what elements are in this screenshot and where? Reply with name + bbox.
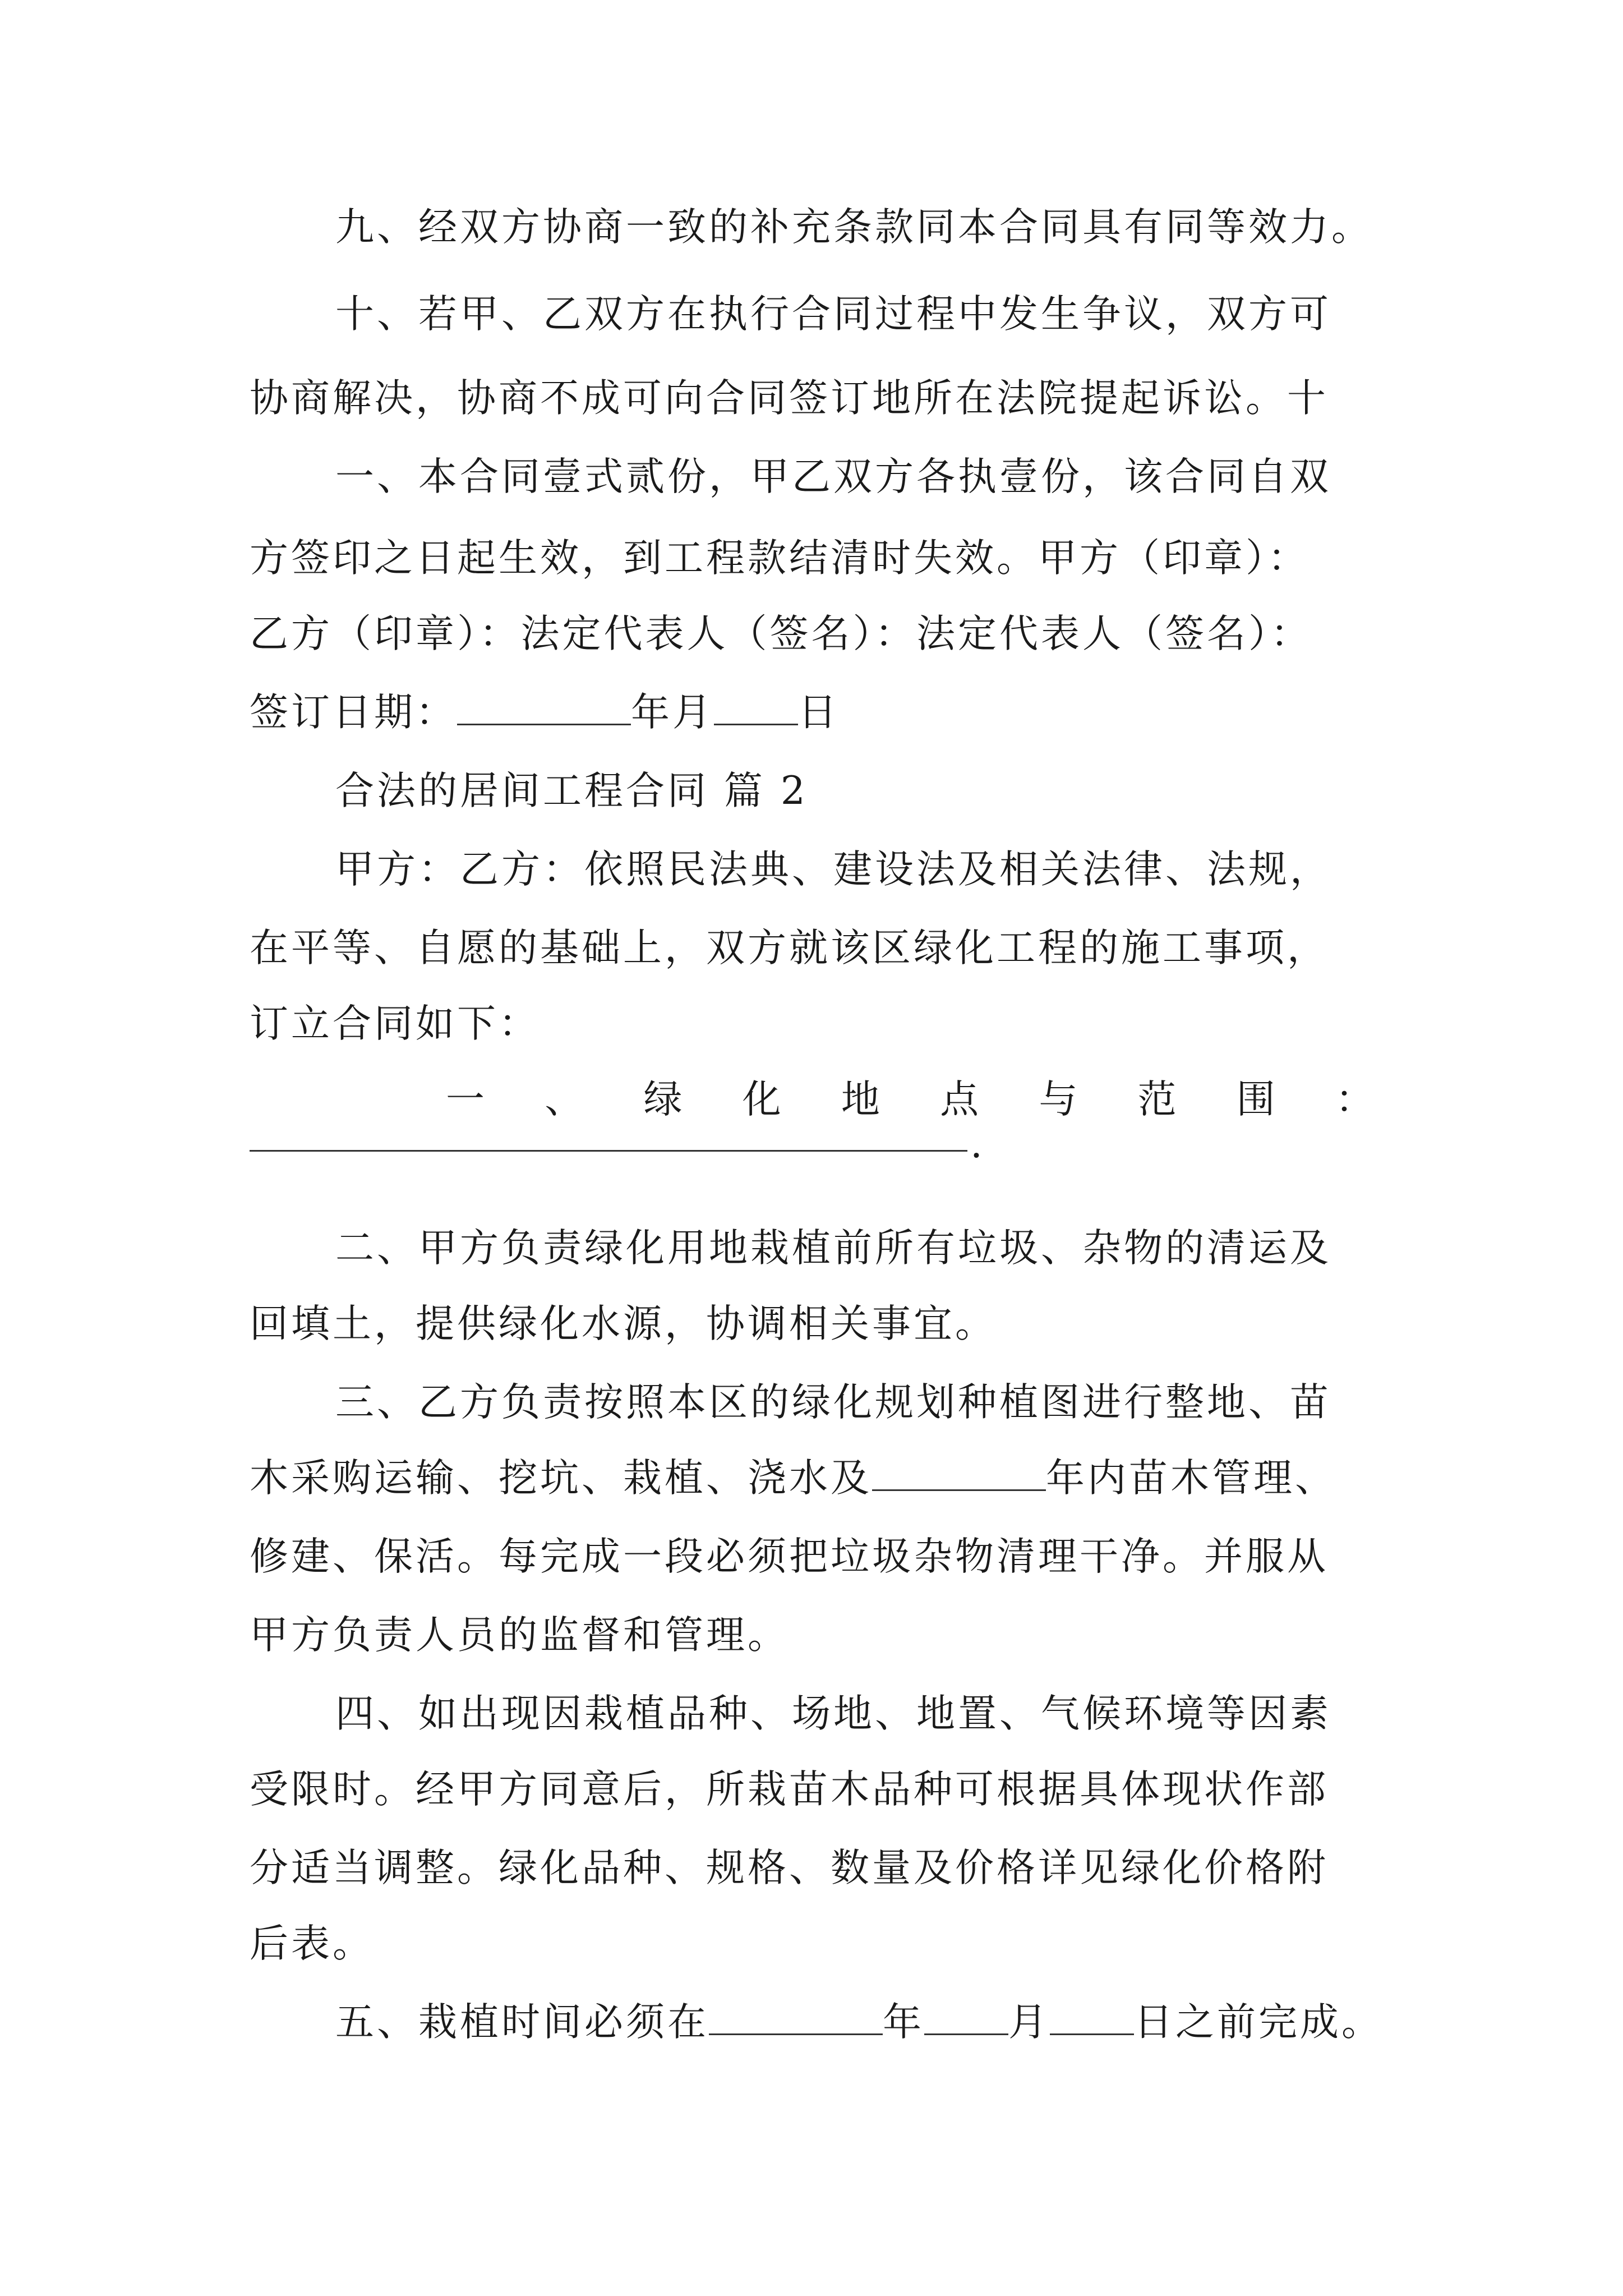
char: 化 bbox=[742, 1077, 781, 1122]
clause-3-line-4: 甲方负责人员的监督和管理。 bbox=[250, 1613, 789, 1658]
clause-4-line-2: 受限时。经甲方同意后，所栽苗木品种可根据具体现状作部 bbox=[250, 1767, 1329, 1812]
intro-line-1: 甲方：乙方：依照民法典、建设法及相关法律、法规， bbox=[335, 847, 1331, 892]
char: 点 bbox=[940, 1077, 979, 1122]
clause-5-text-a: 五、栽植时间必须在 bbox=[335, 2000, 709, 2045]
char: 、 bbox=[545, 1077, 584, 1122]
clause-3-line-3: 修建、保活。每完成一段必须把垃圾杂物清理干净。并服从 bbox=[250, 1534, 1329, 1579]
signing-date-label: 签订日期： bbox=[250, 690, 457, 735]
clause-4-line-1: 四、如出现因栽植品种、场地、地置、气候环境等因素 bbox=[335, 1691, 1331, 1736]
clause-3-text-a: 木采购运输、挖坑、栽植、浇水及 bbox=[250, 1456, 872, 1501]
clause-11-line-1: 一、本合同壹式贰份，甲乙双方各执壹份，该合同自双 bbox=[335, 454, 1331, 499]
clause-5-text-d: 日之前完成。 bbox=[1134, 2000, 1383, 2045]
blank-location bbox=[250, 1150, 967, 1152]
char: 绿 bbox=[643, 1077, 683, 1122]
clause-4-line-4: 后表。 bbox=[250, 1921, 374, 1966]
char: 围 bbox=[1236, 1077, 1275, 1122]
clause-3-line-2 bbox=[250, 1450, 1336, 1506]
blank-plant-year bbox=[709, 1999, 883, 2035]
blank-years bbox=[872, 1455, 1046, 1491]
clause-9: 九、经双方协商一致的补充条款同本合同具有同等效力。 bbox=[335, 205, 1373, 250]
clause-4-line-3: 分适当调整。绿化品种、规格、数量及价格详见绿化价格附 bbox=[250, 1846, 1329, 1890]
clause-3-text-b: 年内苗木管理、 bbox=[1046, 1456, 1336, 1501]
blank-year bbox=[457, 689, 631, 725]
clause-2-line-1: 二、甲方负责绿化用地栽植前所有垃圾、杂物的清运及 bbox=[335, 1226, 1331, 1271]
clause-5 bbox=[335, 1994, 1383, 2050]
day-label: 日 bbox=[798, 690, 840, 735]
char: 与 bbox=[1039, 1077, 1078, 1122]
month-label: 月 bbox=[1008, 2000, 1050, 2045]
char: ： bbox=[1335, 1077, 1374, 1122]
clause-10-line-1: 十、若甲、乙双方在执行合同过程中发生争议，双方可 bbox=[335, 292, 1331, 337]
clause-2-line-2: 回填土，提供绿化水源，协调相关事宜。 bbox=[250, 1301, 997, 1346]
clause-1-heading bbox=[446, 1071, 1374, 1128]
year-label: 年 bbox=[883, 2000, 924, 2045]
blank-plant-day bbox=[1050, 1999, 1134, 2035]
char: 范 bbox=[1137, 1077, 1177, 1122]
clause-11-line-2: 方签印之日起生效，到工程款结清时失效。甲方（印章）： bbox=[250, 536, 1310, 581]
year-month-label: 年月 bbox=[631, 690, 714, 735]
blank-plant-month bbox=[924, 1999, 1008, 2035]
intro-line-3: 订立合同如下： bbox=[250, 1001, 540, 1046]
clause-10-line-2: 协商解决，协商不成可向合同签订地所在法院提起诉讼。十 bbox=[250, 376, 1329, 421]
blank-end-dot: . bbox=[970, 1122, 983, 1167]
blank-day bbox=[714, 689, 798, 725]
clause-3-line-1: 三、乙方负责按照本区的绿化规划种植图进行整地、苗 bbox=[335, 1380, 1331, 1425]
char: 一 bbox=[446, 1077, 485, 1122]
signing-date-line bbox=[250, 684, 840, 740]
intro-line-2: 在平等、自愿的基础上，双方就该区绿化工程的施工事项， bbox=[250, 926, 1329, 970]
signature-line: 乙方（印章）：法定代表人（签名）：法定代表人（签名）： bbox=[250, 611, 1312, 656]
section-heading: 合法的居间工程合同 篇 2 bbox=[335, 769, 808, 813]
char: 地 bbox=[841, 1077, 880, 1122]
